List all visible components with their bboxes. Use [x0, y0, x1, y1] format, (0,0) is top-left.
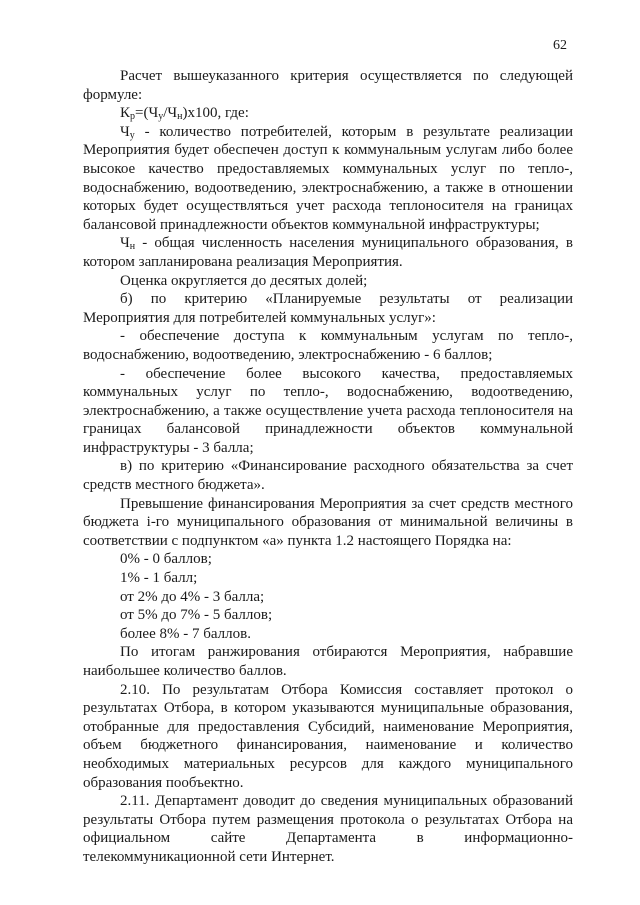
score-line: от 5% до 7% - 5 баллов;: [120, 607, 273, 624]
criterion-b-item-2: - обеспечение более высокого качества, предоставляемых коммунальных услуг по тепло-, водоснабжению, водоотведению, электроснабжению, а также осуществление учета расхода теплоносителя на границах балансовой принадлежности объектов коммунальной инфраструктуры - 3 балла;: [83, 365, 573, 456]
document-body: [83, 67, 573, 867]
rounding-note: Оценка округляется до десятых долей;: [120, 272, 368, 289]
ranking-paragraph: По итогам ранжирования отбираются Мероприятия, набравшие наибольшее количество баллов.: [83, 644, 573, 679]
criterion-b-item-1: - обеспечение доступа к коммунальным услугам по тепло-, водоснабжению, водоотведению, электроснабжению - 6 баллов;: [83, 328, 573, 363]
formula: $К_р=(Ч_у/Ч_н)x100$, где:: [120, 105, 249, 123]
definition-cn: $Ч_н$ - общая численность населения муниципального образования, в котором запланирована реализация Мероприятия.: [83, 235, 573, 270]
calc-intro: Расчет вышеуказанного критерия осуществляется по следующей формуле:: [83, 68, 573, 103]
criterion-v: в) по критерию «Финансирование расходного обязательства за счет средств местного бюджета».: [83, 458, 573, 494]
definition-cu: $Ч_у$ - количество потребителей, которым в результате реализации Мероприятия будет обеспечен доступ к коммунальным услугам либо более высокое качество предоставляемых коммунальных услуг по тепло-, водоснабжению, водоотведению, электроснабжению, а также в отношении которых будет осуществляться учет расхода теплоносителя на границах балансовой принадлежности объектов коммунальной инфраструктуры;: [83, 123, 573, 233]
score-line: от 2% до 4% - 3 балла;: [120, 588, 265, 605]
score-line: более 8% - 7 баллов.: [120, 625, 251, 642]
score-line: 0% - 0 баллов;: [120, 551, 212, 568]
section-2-10: 2.10. По результатам Отбора Комиссия составляет протокол о результатах Отбора, в котором указываются муниципальные образования, отобранные для предоставления Субсидий, наименование Мероприятия, объем бюджетного финансирования, наименование и количество необходимых материальных ресурсов для каждого муниципального образования пообъектно.: [83, 681, 573, 791]
page-number: 62: [553, 38, 567, 53]
section-2-11: 2.11. Департамент доводит до сведения муниципальных образований результаты Отбора путем размещения протокола о результатах Отбора на официальном сайте Департамента в информационно-телекоммуникационной сети Интернет.: [83, 793, 573, 865]
score-line: 1% - 1 балл;: [120, 570, 198, 587]
criterion-b: б) по критерию «Планируемые результаты от реализации Мероприятия для потребителей коммунальных услуг»:: [83, 291, 573, 326]
excess-paragraph: Превышение финансирования Мероприятия за счет средств местного бюджета i-го муниципального образования от минимальной величины в соответствии с подпунктом «а» пункта 1.2 настоящего Порядка на:: [83, 495, 573, 549]
